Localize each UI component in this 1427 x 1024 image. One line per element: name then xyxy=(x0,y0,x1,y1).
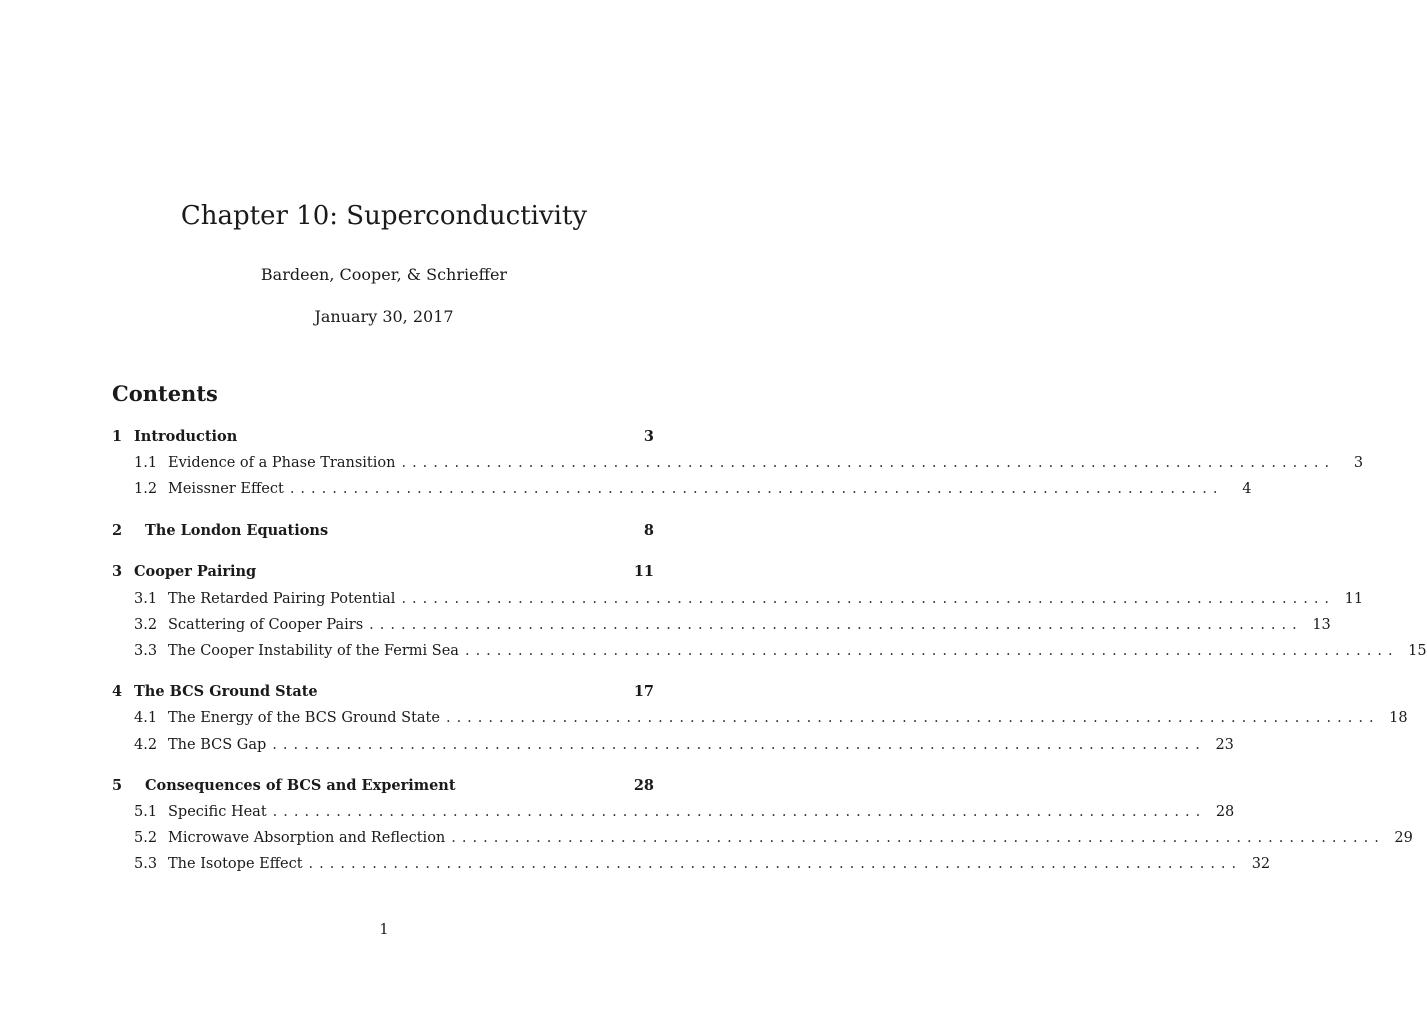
toc-page-number: 29 xyxy=(1394,830,1413,846)
toc-leader: ........................................................................................ xyxy=(272,737,1206,753)
toc-subsection-microwave[interactable] xyxy=(134,827,1413,849)
toc-subsection-number: 3.1 xyxy=(134,591,158,607)
toc-subsection-number: 5.1 xyxy=(134,804,158,820)
toc-leader: ........................................................................................ xyxy=(272,804,1207,820)
toc-page-number: 11 xyxy=(633,563,654,580)
toc-section-title: The London Equations xyxy=(145,522,329,539)
toc-subsection-title: Specific Heat xyxy=(168,804,267,820)
toc-section-title: Introduction xyxy=(134,428,238,445)
page-number: 1 xyxy=(379,922,389,938)
toc-subsection-number: 4.1 xyxy=(134,710,158,726)
toc-page-number: 17 xyxy=(633,683,654,700)
toc-leader: ........................................................................................ xyxy=(464,643,1399,659)
toc-page-number: 4 xyxy=(1242,481,1252,497)
toc-section-number: 2 xyxy=(112,522,123,539)
toc-page-number: 3 xyxy=(643,428,654,445)
toc-section-number: 3 xyxy=(112,563,123,580)
toc-section-number: 5 xyxy=(112,777,123,794)
toc-section-consequences[interactable] xyxy=(112,775,654,797)
toc-leader: ........................................................................................ xyxy=(308,856,1243,872)
toc-subsection-specific-heat[interactable] xyxy=(134,801,1235,823)
toc-page-number: 8 xyxy=(643,522,654,539)
toc-leader: ........................................................................................ xyxy=(445,710,1380,726)
document-authors: Bardeen, Cooper, & Schrieffer xyxy=(260,265,508,284)
toc-subsection-number: 5.2 xyxy=(134,830,158,846)
toc-subsection-title: Meissner Effect xyxy=(168,481,284,497)
toc-leader: ........................................................................................ xyxy=(369,617,1303,633)
toc-subsection-bcs-gap[interactable] xyxy=(134,734,1234,756)
toc-subsection-number: 1.2 xyxy=(134,481,158,497)
document-title: Chapter 10: Superconductivity xyxy=(180,201,588,231)
toc-page-number: 3 xyxy=(1353,455,1364,471)
document-date: January 30, 2017 xyxy=(314,307,454,326)
toc-section-number: 4 xyxy=(112,683,123,700)
toc-subsection-title: Microwave Absorption and Reflection xyxy=(168,830,446,846)
toc-subsection-number: 3.3 xyxy=(134,643,158,659)
toc-leader: ........................................................................................ xyxy=(289,481,1224,497)
toc-subsection-number: 1.1 xyxy=(134,455,158,471)
toc-subsection-title: The BCS Gap xyxy=(168,737,267,753)
toc-subsection-phase-transition[interactable] xyxy=(134,452,1364,474)
toc-subsection-number: 4.2 xyxy=(134,737,158,753)
toc-page-number: 13 xyxy=(1312,617,1331,633)
toc-page-number: 18 xyxy=(1389,710,1408,726)
toc-section-number: 1 xyxy=(112,428,123,445)
toc-page-number: 23 xyxy=(1215,737,1234,753)
toc-subsection-title: Evidence of a Phase Transition xyxy=(168,455,396,471)
toc-page-number: 11 xyxy=(1344,591,1364,607)
toc-subsection-retarded-potential[interactable] xyxy=(134,588,1364,610)
toc-leader: ........................................................................................ xyxy=(401,455,1336,471)
toc-subsection-cooper-instability[interactable] xyxy=(134,640,1427,662)
contents-heading: Contents xyxy=(112,381,218,406)
toc-subsection-title: The Energy of the BCS Ground State xyxy=(168,710,440,726)
toc-section-bcs-ground-state[interactable] xyxy=(112,681,654,703)
toc-subsection-title: The Isotope Effect xyxy=(168,856,303,872)
toc-section-title: Consequences of BCS and Experiment xyxy=(145,777,456,794)
toc-subsection-scattering[interactable] xyxy=(134,614,1331,636)
toc-section-introduction[interactable] xyxy=(112,426,654,448)
toc-subsection-number: 3.2 xyxy=(134,617,158,633)
toc-leader: ........................................................................................ xyxy=(451,830,1385,846)
toc-page-number: 28 xyxy=(633,777,654,794)
toc-subsection-isotope-effect[interactable] xyxy=(134,853,1271,875)
toc-subsection-title: The Retarded Pairing Potential xyxy=(168,591,396,607)
toc-subsection-title: Scattering of Cooper Pairs xyxy=(168,617,364,633)
toc-page-number: 32 xyxy=(1251,856,1271,872)
toc-section-london-equations[interactable] xyxy=(112,520,654,542)
toc-subsection-number: 5.3 xyxy=(134,856,158,872)
toc-section-title: Cooper Pairing xyxy=(134,563,257,580)
toc-page-number: 15 xyxy=(1408,643,1427,659)
toc-page-number: 28 xyxy=(1215,804,1235,820)
toc-subsection-meissner-effect[interactable] xyxy=(134,478,1252,500)
toc-section-cooper-pairing[interactable] xyxy=(112,561,654,583)
toc-section-title: The BCS Ground State xyxy=(134,683,318,700)
toc-leader: ........................................................................................ xyxy=(401,591,1336,607)
toc-subsection-title: The Cooper Instability of the Fermi Sea xyxy=(168,643,459,659)
toc-subsection-bcs-energy[interactable] xyxy=(134,707,1408,729)
